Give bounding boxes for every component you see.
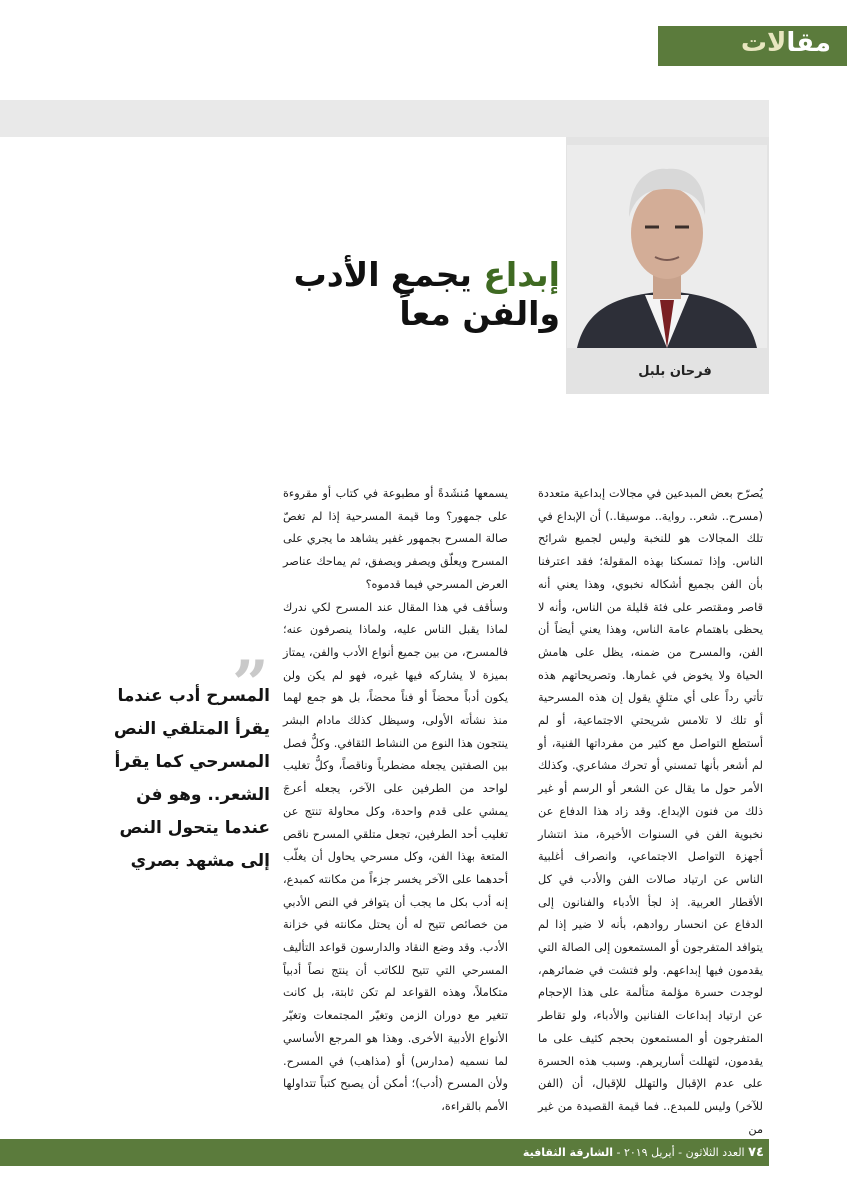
paragraph: يسمعها مُنشَدةً أو مطبوعة في كتاب أو مقروءة على جمهور؟ وما قيمة المسرحية إذا لم تغصّ صالة المسرح بجمهور غفير يشاهد ما يجري على المسرح ويعلّق ويصفر ويصفق، ثم يماحك عناصر العرض المسرحي فيما قدموه؟	[283, 487, 508, 591]
section-label	[741, 28, 831, 58]
portrait-illustration	[567, 145, 767, 348]
title-rest: يجمع الأدب والفن معاً	[293, 255, 560, 333]
paragraph: وسأقف في هذا المقال عند المسرح لكي ندرك لماذا يقبل الناس عليه، ولماذا ينصرفون عنه؛ فالمسرح، من بين جميع أنواع الأدب والفن، يمتاز بميزة لا يشاركه فيها غيره، فهو لم يكن ولن يكون أدباً محضاً أو فناً محضاً، بل هو جمع لهما منذ نشأته الأولى، وسيظل كذلك مادام البشر ينتجون هذا النوع من النشاط الثقافي. وكلُّ فصل بين الصفتين يجعله مضطرباً وناقصاً، وكلُّ تغليب لواحد من الطرفين على الآخر، يجعله أعرجَ يمشي على قدم واحدة، وكل محاولة تنتج عن تغليب أحد الطرفين، تجعل متلقي المسرح ناقص المتعة بهذا الفن، وكل مسرحي يحاول أن يغلّب أحدهما على الآخر يخسر جزءاً من مكانته كمبدع، إنه أدب بكل ما يجب أن يتوافر في النص الأدبي من خصائص تتيح له أن يحتل مكانته في خزانة الأدب. وقد وضع النقاد والدارسون قواعد التأليف المسرحي التي تتيح للكاتب أن ينتج نصاً أدبياً متكاملاً، وهذه القواعد لم تكن ثابتة، بل كانت تتغير مع دوران الزمن وتغيّر المجتمعات وتغيّر الأنواع الأدبية الأخرى. وهذا هو المرجع الأساسي لما نسميه (مدارس) أو (مذاهب) في المسرح. ولأن المسرح (أدب)؛ أمكن أن يصبح كتباً تتداولها الأمم بالقراءة،	[283, 600, 508, 1113]
author-name: فرحان بلبل	[638, 364, 712, 379]
author-portrait-icon	[567, 145, 767, 348]
article-title	[260, 255, 560, 333]
pull-quote: المسرح أدب عندما يقرأ المتلقي النص المسرحي كما يقرأ الشعر.. وهو فن عندما يتحول النص إلى مشهد بصري	[113, 686, 270, 871]
magazine-logo: الشارقة الثقافية	[522, 1146, 613, 1159]
page-number: ٧٤	[748, 1145, 764, 1160]
section-label-main: مقا	[786, 28, 831, 58]
text-column-right	[538, 483, 763, 1141]
section-label-accent: لات	[740, 28, 787, 58]
top-grey-band	[0, 100, 769, 137]
footer-info	[478, 1144, 764, 1162]
issue-info: العدد الثلاثون - أيريل ٢٠١٩ -	[616, 1146, 745, 1159]
paragraph: يُصرّح بعض المبدعين في مجالات إبداعية متعددة (مسرح.. شعر.. رواية.. موسيقا..) أن الإبداع في تلك المجالات هو للنخبة وليس لجميع شرائح الناس. وإذا تمسكنا بهذه المقولة؛ فقد اعترفنا بأن الفن بجميع أشكاله نخبوي، وهذا يعني أنه قاصر ومقتصر على فئة قليلة من الناس، وأنه لا يحظى باهتمام عامة الناس، وهذا يعني أيضاً أن الفن، والمسرح من ضمنه، يظل على هامش الحياة ولا يخوض في غمارها. وتصريحاتهم هذه تأتي رداً على أي متلقٍ يقول إن هذه المسرحية أو تلك لا تلامس شريحتي الاجتماعية، أو لم أستطع التواصل مع كثير من مفرداتها الفنية، أو لم أشعر بأنها تمسني أو تحرك مشاعري. وكذلك الأمر حول ما يقال عن الشعر أو الرسم أو غير ذلك من فنون الإبداع. وقد زاد هذا الدفاع عن نخبوية الفن في السنوات الأخيرة، منذ انتشار أجهزة التواصل الاجتماعي، وانصراف أغلبية الناس عن ارتياد صالات الفن والأدب في كل الأقطار العربية. إذ لجأ الأدباء والفنانون إلى الدفاع عن انحسار روادهم، بأنه لا ضير إذا لم يتوافد المتفرجون أو المستمعون إلى الصالة التي يقدمون فيها إبداعهم. ولو فتشت في ضمائرهم، لوجدت حسرة مؤلمة متألمة على هذا الإحجام عن ارتياد إبداعات الفنانين والأدباء، ولو تقاطر المتفرجون أو المستمعون بحجم كثيف على ما يقدمون، لتهللت أساريرهم. وسبب هذه الحسرة على عدم الإقبال والتهلل للإقبال، أن (الفن للآخر) وليس للمبدع.. فما قيمة القصيدة من غير من	[538, 487, 763, 1136]
quote-mark-icon: ”	[232, 647, 269, 722]
title-highlight: إبداع	[483, 255, 560, 294]
text-column-left	[283, 483, 508, 1119]
